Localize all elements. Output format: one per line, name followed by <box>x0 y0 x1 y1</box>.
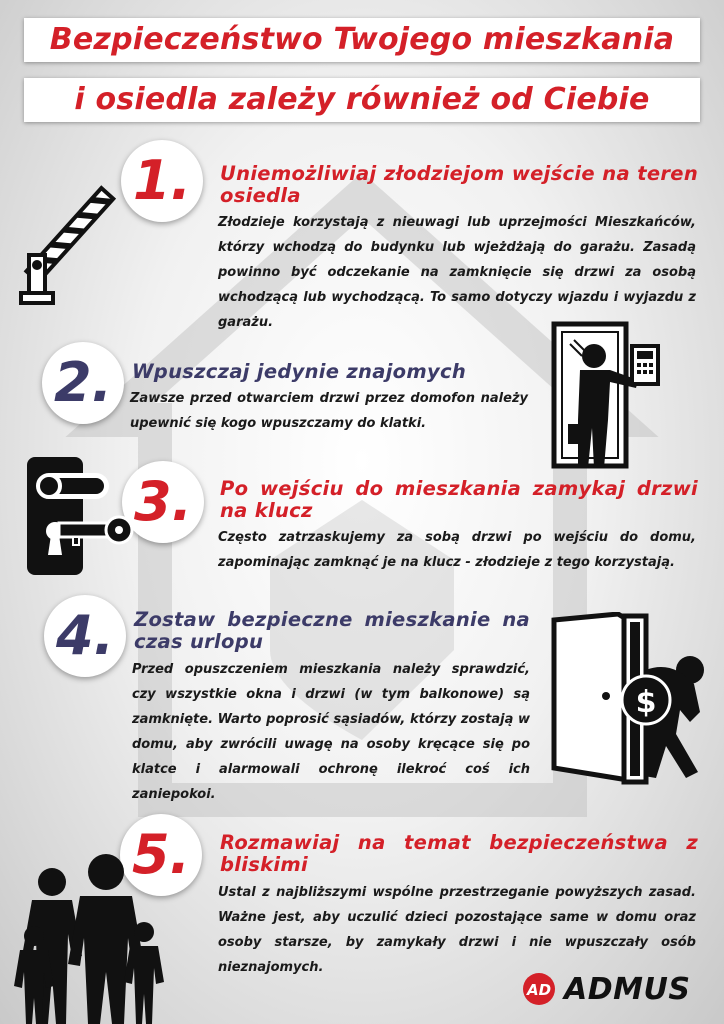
admus-mark-icon <box>522 972 556 1006</box>
barrier-gate-icon <box>15 185 120 310</box>
tip-3-title: Po wejściu do mieszkania zamykaj drzwi na klucz <box>220 477 698 522</box>
tip-2-body: Zawsze przed otwarciem drzwi przez domofon należy upewnić się kogo wpuszczamy do klatki. <box>130 391 528 431</box>
intercom-person-icon <box>550 320 665 470</box>
tip-4-title: Zostaw bezpieczne mieszkanie na czas urlopu <box>134 608 530 653</box>
tip-2-number: 2. <box>42 342 124 424</box>
tip-3-body: Często zatrzaskujemy za sobą drzwi po wejściu do domu, zapominając zamknąć je na klucz - złodzieje z tego korzystają. <box>218 530 696 570</box>
admus-logo <box>522 970 710 1008</box>
tip-2-title: Wpuszczaj jedynie znajomych <box>132 360 467 383</box>
header-line-1: Bezpieczeństwo Twojego mieszkania <box>24 18 700 62</box>
family-icon <box>8 852 168 1024</box>
tip-5-number: 5. <box>120 814 202 896</box>
tip-1-number: 1. <box>121 140 203 222</box>
burglar-icon <box>548 612 708 787</box>
svg-text:AD: AD <box>526 981 552 999</box>
tip-1-title: Uniemożliwiaj złodziejom wejście na teren osiedla <box>220 162 698 207</box>
tip-4-body: Przed opuszczeniem mieszkania należy sprawdzić, czy wszystkie okna i drzwi (w tym balkonowe) są zamknięte. Warto poprosić sąsiadów, którzy zostają w domu, aby zwrócili uwagę na osoby kręcące się po klatce i alarmowali ochronę ilekroć coś ich zaniepokoi. <box>132 662 530 802</box>
tip-5-body: Ustal z najbliższymi wspólne przestrzeganie powyższych zasad. Ważne jest, aby uczulić dzieci pozostające same w domu oraz osoby starsze, by zamykały drzwi i nie wpuszczały osób nieznajomych. <box>218 885 696 975</box>
tip-5-title: Rozmawiaj na temat bezpieczeństwa z bliskimi <box>220 831 698 876</box>
header-line-2: i osiedla zależy również od Ciebie <box>24 78 700 122</box>
tip-3-number: 3. <box>122 461 204 543</box>
svg-text:$: $ <box>635 685 657 720</box>
tip-1-body: Złodzieje korzystają z nieuwagi lub uprzejmości Mieszkańców, którzy wchodzą do budynku lub wjeżdżają do garażu. Zasadą powinno być odczekanie na zamknięcie się drzwi za osobą wchodzącą lub wychodzącą. To samo dotyczy wjazdu i wyjazdu z garażu. <box>218 215 696 330</box>
tip-4-number: 4. <box>44 595 126 677</box>
admus-logo-text: ADMUS <box>564 971 691 1007</box>
door-lock-icon <box>25 455 135 580</box>
